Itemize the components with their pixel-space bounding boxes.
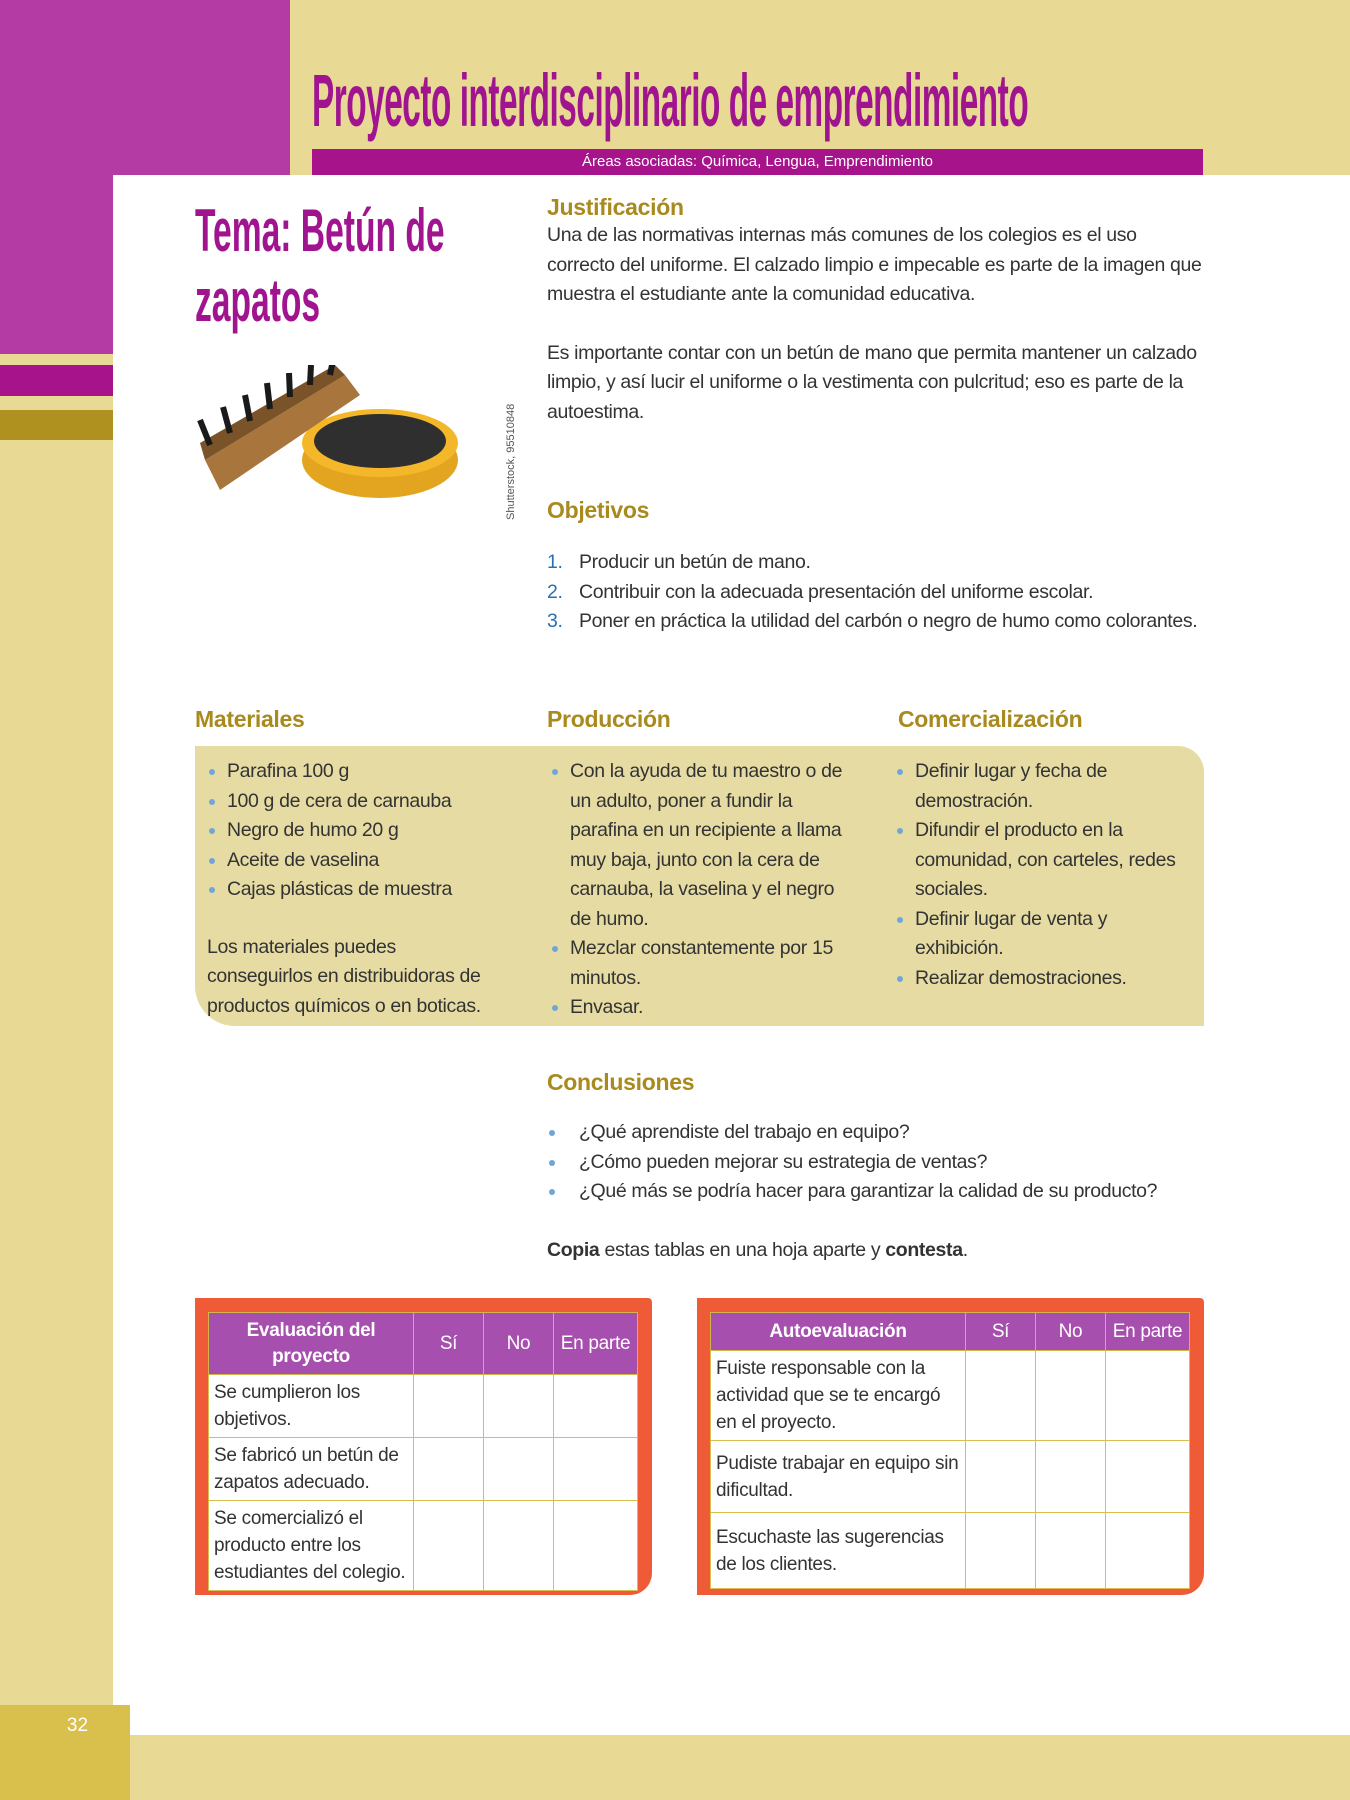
commercialization-list [895,757,1200,993]
self-evaluation-table-frame [697,1298,1204,1595]
item-text: Poner en práctica la utilidad del carbón o negro de humo como colorantes. [579,610,1198,632]
conclusions-list [547,1118,1217,1207]
production-column [550,757,855,1023]
instruction-bold: contesta [885,1238,963,1261]
answer-cell-si[interactable] [414,1375,484,1438]
table-row [711,1351,1190,1441]
criterion-cell: Pudiste trabajar en equipo sin dificultad. [711,1441,966,1513]
objectives-list [547,548,1207,637]
answer-cell-si[interactable] [966,1441,1036,1513]
answer-cell-si[interactable] [414,1438,484,1501]
table-row [711,1441,1190,1513]
answer-cell-en-parte[interactable] [1106,1441,1190,1513]
magenta-side-column [0,0,113,354]
objectives-heading: Objetivos [547,497,650,523]
table-row [711,1513,1190,1589]
olive-side-band [0,410,113,440]
item-text: Producir un betún de mano. [579,551,811,573]
answer-cell-en-parte[interactable] [1106,1351,1190,1441]
table-header: Sí [966,1313,1036,1351]
item-number: 2. [547,580,563,603]
commercialization-column [895,757,1200,993]
associated-areas-bar: Áreas asociadas: Química, Lengua, Emprendimiento [312,149,1203,175]
list-item: Cajas plásticas de muestra [207,875,507,905]
list-item: Definir lugar de venta y exhibición. [895,905,1200,964]
list-item: Realizar demostraciones. [895,964,1200,994]
criterion-cell: Fuiste responsable con la actividad que se te encargó en el proyecto. [711,1351,966,1441]
answer-cell-si[interactable] [966,1351,1036,1441]
list-item: Aceite de vaselina [207,846,507,876]
polish [314,414,446,468]
justification-paragraph-2: Es importante contar con un betún de mano que permita mantener un calzado limpio, y así lucir el uniforme o la vestimenta con pulcritud; eso es parte de la autoestima. [547,341,1197,423]
table-row [209,1501,638,1591]
item-number: 1. [547,551,563,573]
list-item: Envasar. [550,993,855,1023]
list-item: Definir lugar y fecha de demostración. [895,757,1200,816]
objectives-section [547,497,1207,637]
answer-cell-no[interactable] [484,1375,554,1438]
objective-item [547,607,1207,637]
answer-cell-en-parte[interactable] [1106,1513,1190,1589]
answer-cell-no[interactable] [1036,1351,1106,1441]
production-list [550,757,855,1023]
justification-section [547,194,1207,427]
answer-cell-no[interactable] [1036,1513,1106,1589]
criterion-cell: Se cumplieron los objetivos. [209,1375,414,1438]
materials-note: Los materiales puedes conseguirlos en distribuidoras de productos químicos o en boticas. [207,935,481,1017]
answer-cell-no[interactable] [484,1501,554,1591]
table-header: No [1036,1313,1106,1351]
list-item: Difundir el producto en la comunidad, con carteles, redes sociales. [895,816,1200,905]
topic-title: Tema: Betún de zapatos [195,197,445,334]
table-header: En parte [1106,1313,1190,1351]
conclusions-section [547,1069,1217,1265]
list-item: Negro de humo 20 g [207,816,507,846]
materials-heading: Materiales [195,706,305,732]
table-header: Autoevaluación [711,1313,966,1351]
list-item: Parafina 100 g [207,757,507,787]
criterion-cell: Se fabricó un betún de zapatos adecuado. [209,1438,414,1501]
answer-cell-si[interactable] [414,1501,484,1591]
shoe-brush-and-polish-tin-image [195,365,505,520]
item-number: 3. [547,610,563,632]
instruction-part: . [962,1238,968,1261]
table-header: Evaluación del proyecto [209,1313,414,1375]
self-evaluation-table [710,1312,1190,1589]
production-heading: Producción [547,706,671,732]
table-header: En parte [554,1313,638,1375]
commercialization-heading: Comercialización [898,706,1083,732]
materials-column [207,757,507,1021]
table-row [209,1375,638,1438]
objective-item [547,548,1207,578]
objective-item [547,578,1207,608]
project-evaluation-table-frame [195,1298,652,1595]
list-item: 100 g de cera de carnauba [207,787,507,817]
list-item: ¿Qué más se podría hacer para garantizar la calidad de su producto? [547,1177,1217,1207]
criterion-cell: Escuchaste las sugerencias de los clientes. [711,1513,966,1589]
materials-list [207,757,507,905]
instruction-text [547,1236,1217,1266]
instruction-part: estas tablas en una hoja aparte y [599,1238,886,1261]
instruction-bold: Copia [547,1238,600,1261]
page-number: 32 [66,1715,89,1736]
justification-heading: Justificación [547,194,684,220]
list-item: Mezclar constantemente por 15 minutos. [550,934,855,993]
list-item: ¿Cómo pueden mejorar su estrategia de ventas? [547,1148,1217,1178]
list-item: ¿Qué aprendiste del trabajo en equipo? [547,1118,1217,1148]
justification-paragraph-1: Una de las normativas internas más comunes de los colegios es el uso correcto del uniforme. El calzado limpio e impecable es parte de la imagen que muestra el estudiante ante la comunidad educativa. [547,224,1202,305]
table-header: No [484,1313,554,1375]
answer-cell-en-parte[interactable] [554,1438,638,1501]
table-row [209,1438,638,1501]
item-text: Contribuir con la adecuada presentación del uniforme escolar. [579,580,1094,603]
answer-cell-no[interactable] [1036,1441,1106,1513]
answer-cell-si[interactable] [966,1513,1036,1589]
table-header: Sí [414,1313,484,1375]
answer-cell-no[interactable] [484,1438,554,1501]
magenta-side-band [0,365,113,396]
project-evaluation-table [208,1312,638,1591]
answer-cell-en-parte[interactable] [554,1501,638,1591]
photo-credit: Shutterstock, 95510848 [505,403,517,520]
list-item: Con la ayuda de tu maestro o de un adulto, poner a fundir la parafina en un recipiente a llama muy baja, junto con la cera de carnauba, la vaselina y el negro de humo. [550,757,855,934]
criterion-cell: Se comercializó el producto entre los estudiantes del colegio. [209,1501,414,1591]
conclusions-heading: Conclusiones [547,1069,695,1095]
page-title: Proyecto interdisciplinario de emprendimiento [312,59,1029,142]
answer-cell-en-parte[interactable] [554,1375,638,1438]
